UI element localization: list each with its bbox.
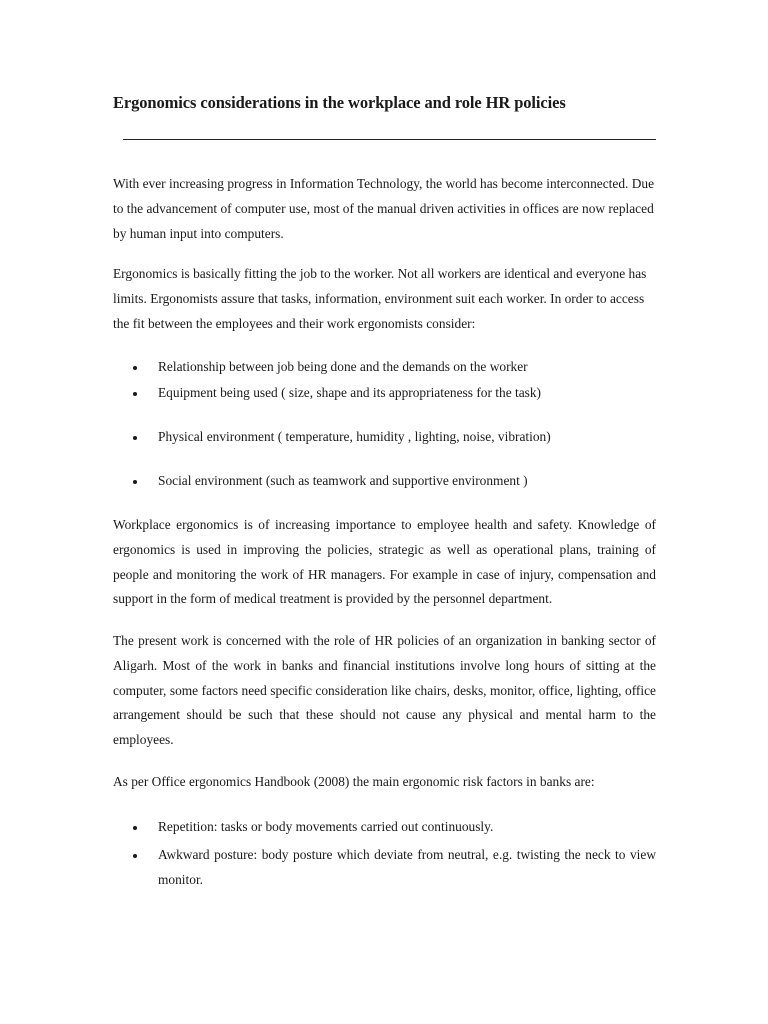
bullet-icon <box>133 480 137 484</box>
list-item-text: Repetition: tasks or body movements carried out continuously. <box>158 819 494 834</box>
list-item-text: Relationship between job being done and the demands on the worker <box>158 359 528 374</box>
paragraph-risk-factors-intro: As per Office ergonomics Handbook (2008) the main ergonomic risk factors in banks are: <box>113 774 595 789</box>
bullet-icon <box>133 392 137 396</box>
paragraph-workplace-ergonomics: Workplace ergonomics is of increasing importance to employee health and safety. Knowledge of ergonomics is used in improving the policies, strategic as well as operational plans, training of people and monitoring the work of HR managers. For example in case of injury, compensation and support in the form of medical treatment is provided by the personnel department. <box>113 517 656 607</box>
list-item <box>133 381 656 406</box>
list-item-text: Awkward posture: body posture which deviate from neutral, e.g. twisting the neck to view monitor. <box>158 847 656 887</box>
list-item-text: Social environment (such as teamwork and supportive environment ) <box>158 473 528 488</box>
list-item-text: Equipment being used ( size, shape and its appropriateness for the task) <box>158 385 542 400</box>
list-item <box>133 815 656 840</box>
paragraph-intro: With ever increasing progress in Information Technology, the world has become interconnected. Due to the advancement of computer use, most of the manual driven activities in offices are now replaced by human input into computers. <box>113 176 655 241</box>
list-item-text: Physical environment ( temperature, humidity , lighting, noise, vibration) <box>158 429 551 444</box>
bullet-icon <box>133 854 137 858</box>
document-title: Ergonomics considerations in the workplace and role HR policies <box>113 93 566 112</box>
list-item <box>133 425 656 450</box>
paragraph-present-work: The present work is concerned with the role of HR policies of an organization in banking sector of Aligarh. Most of the work in banks and financial institutions involve long hours of sitting at the computer, some factors need specific consideration like chairs, desks, monitor, office, lighting, office arrangement should be such that these should not cause any physical and mental harm to the employees. <box>113 633 656 748</box>
bullet-icon <box>133 826 137 830</box>
bullet-icon <box>133 436 137 440</box>
title-divider <box>123 139 656 140</box>
list-item <box>133 843 656 893</box>
list-item <box>133 469 656 494</box>
paragraph-ergonomics-definition: Ergonomics is basically fitting the job to the worker. Not all workers are identical and everyone has limits. Ergonomists assure that tasks, information, environment suit each worker. In order to access the fit between the employees and their work ergonomists consider: <box>113 266 647 331</box>
list-item <box>133 355 656 380</box>
bullet-icon <box>133 366 137 370</box>
